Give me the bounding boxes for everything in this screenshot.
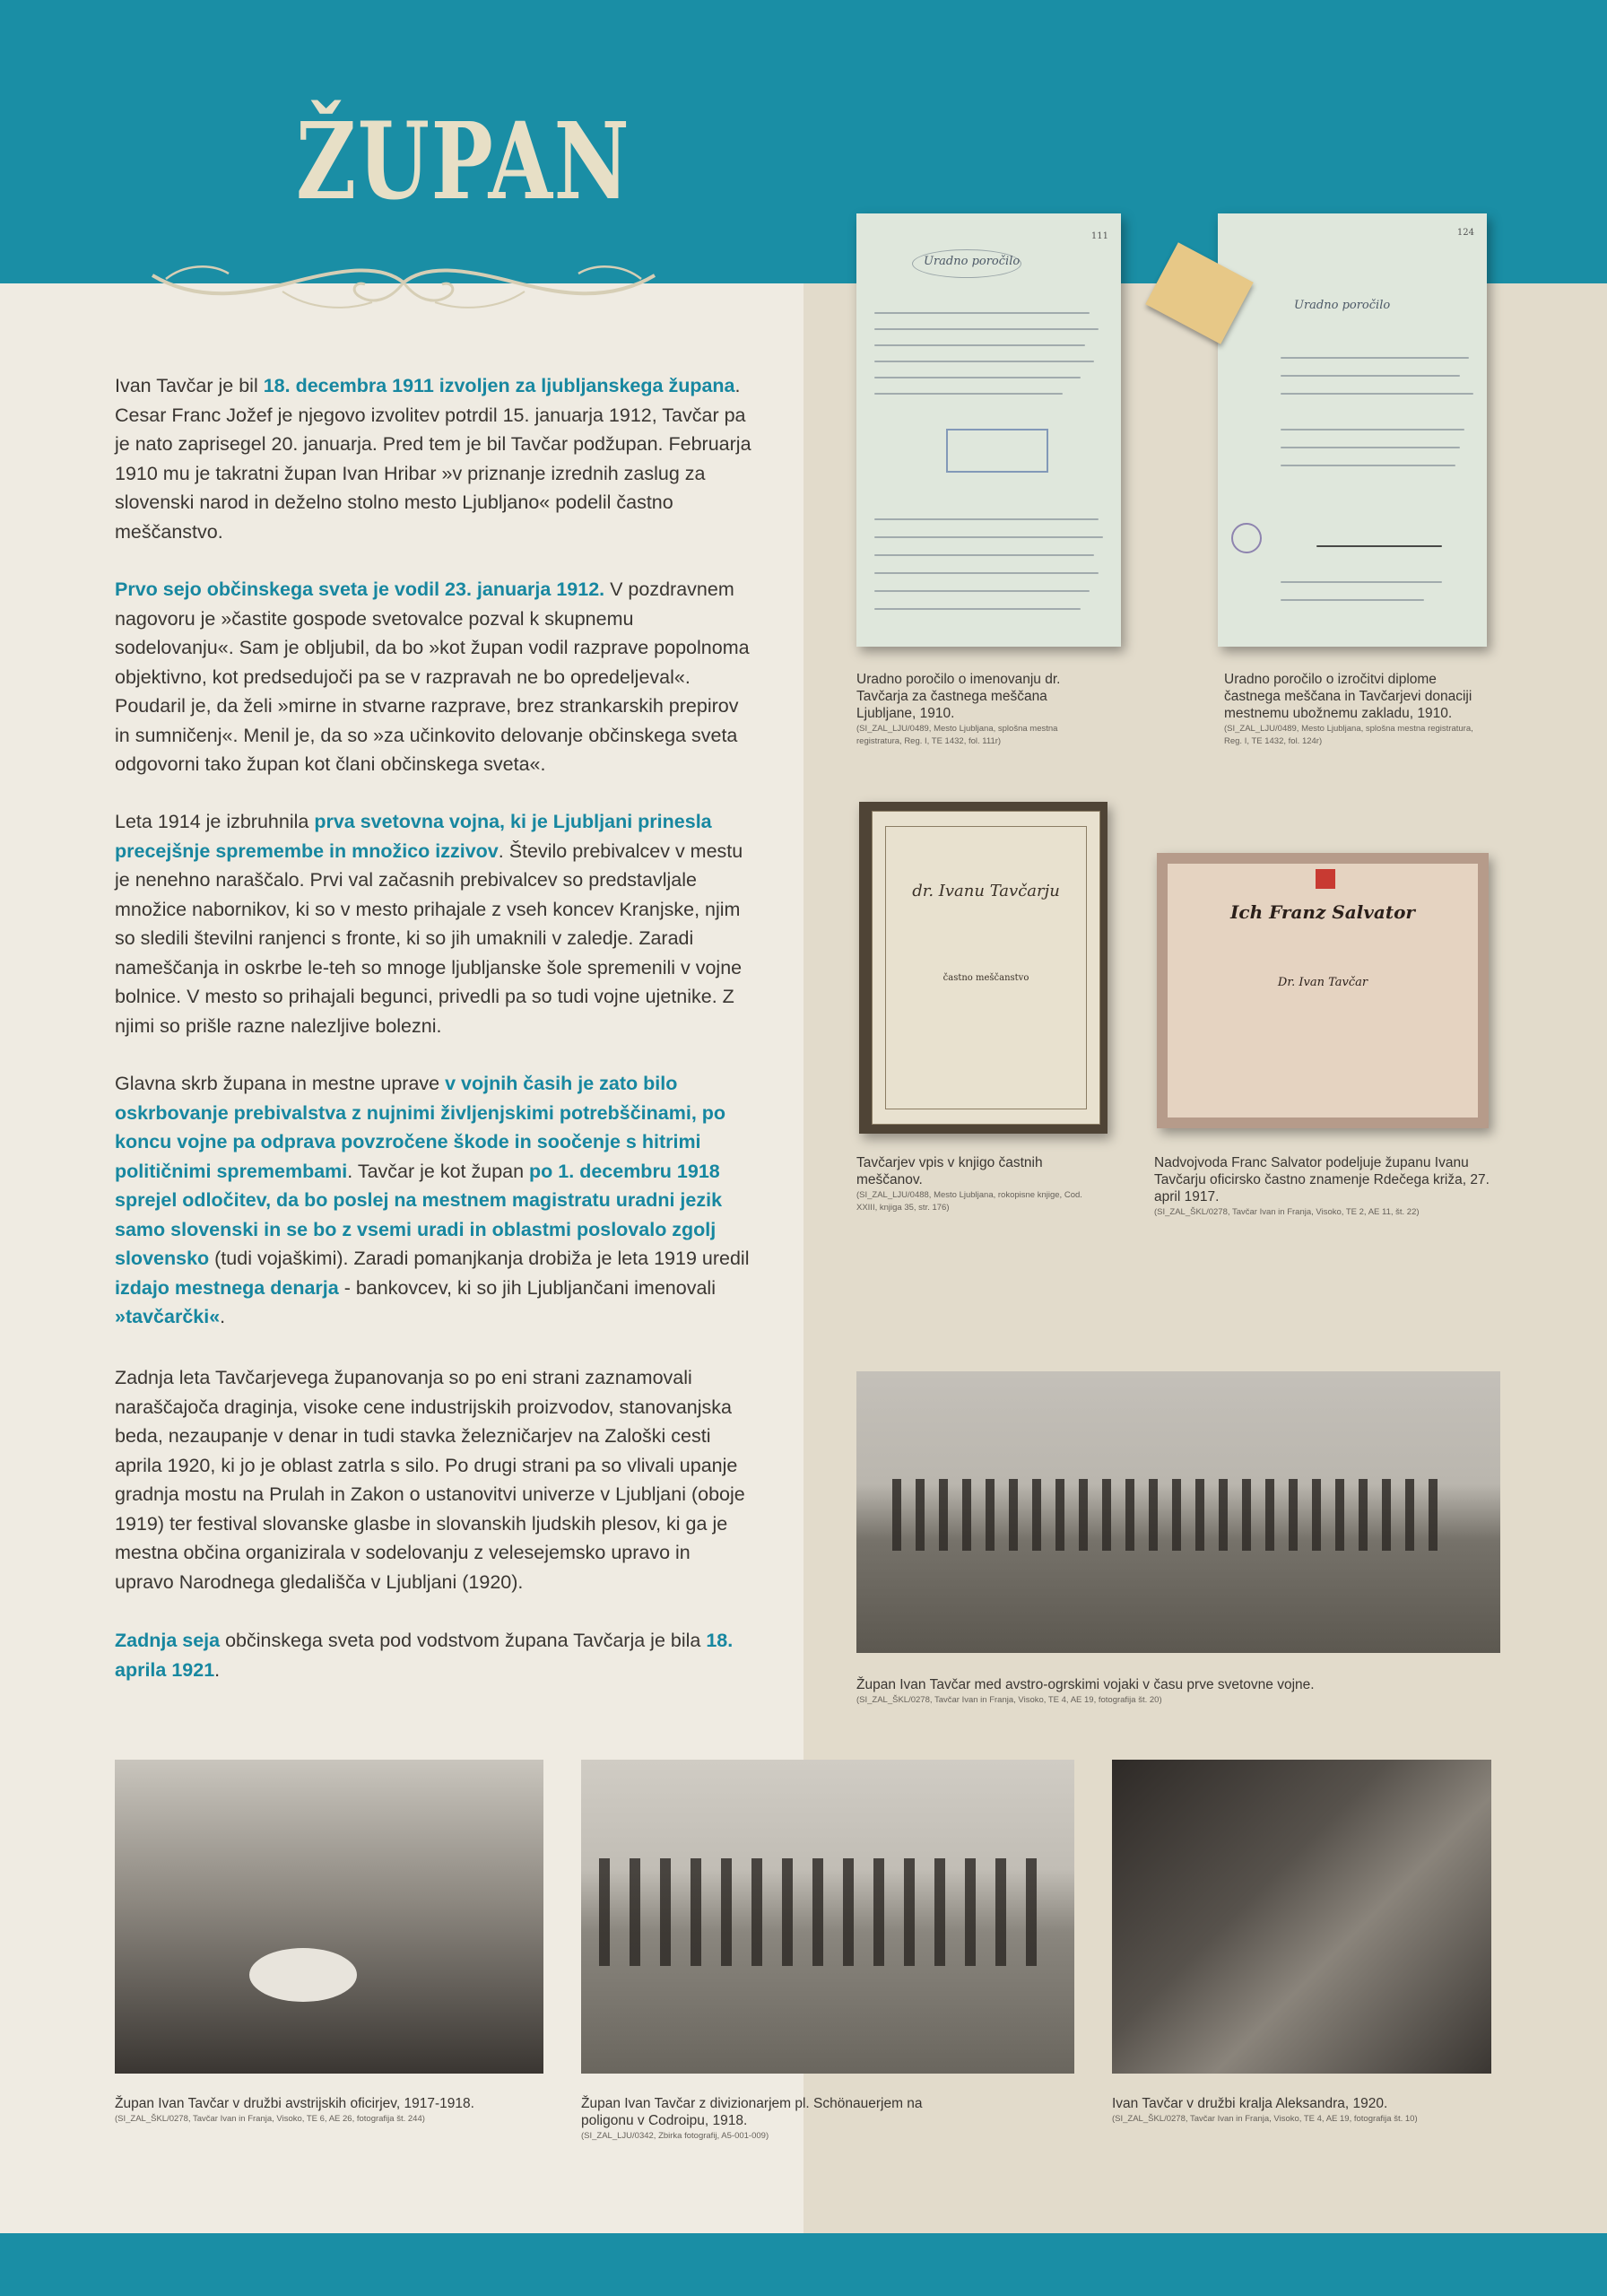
document-image-appointment xyxy=(856,213,1121,647)
photo-soldiers-field xyxy=(856,1371,1500,1653)
caption-diploma-handover: Uradno poročilo o izročitvi diplome častnega meščana in Tavčarjevi donaciji mestnemu ubožnemu zakladu, 1910. (SI_ZAL_LJU/0489, Mesto Ljubljana, splošna mestna registratura, Reg. I, TE 1432, fol. 124r) xyxy=(1224,672,1473,746)
table-shape xyxy=(249,1948,357,2002)
handwriting-line xyxy=(1281,393,1473,395)
caption-general: Župan Ivan Tavčar z divizionarjem pl. Schönauerjem na poligonu v Codroipu, 1918. (SI_ZAL_LJU/0342, Zbirka fotografij, A5-001-009) xyxy=(581,2096,923,2141)
red-cross-emblem xyxy=(1316,869,1335,889)
handwriting-line xyxy=(874,590,1090,592)
page-frame xyxy=(885,826,1087,1109)
document-heading: Uradno poročilo xyxy=(1294,299,1391,312)
handwriting-line xyxy=(874,377,1081,378)
caption-book: Tavčarjev vpis v knjigo častnih meščanov. (SI_ZAL_LJU/0488, Mesto Ljubljana, rokopisne knjige, Cod. XXIII, knjiga 35, str. 176) xyxy=(856,1155,1082,1213)
handwriting-line xyxy=(874,393,1063,395)
document-heading: Uradno poročilo xyxy=(924,255,1021,268)
caption-diploma: Nadvojvoda Franc Salvator podeljuje županu Ivanu Tavčarju oficirsko častno znamenje Rdečega križa, 27. april 1917. (SI_ZAL_ŠKL/0278, Tavčar Ivan in Franja, Visoko, TE 2, AE 11, št. 22) xyxy=(1154,1155,1490,1217)
handwriting-line xyxy=(874,312,1090,314)
photo-general xyxy=(581,1760,1074,2074)
diploma-title: Ich Franz Salvator xyxy=(1230,901,1415,923)
document-image-diploma-handover xyxy=(1218,213,1487,647)
highlight-language: po 1. decembru 1918 sprejel odločitev, da bo poslej na mestnem magistratu uradni jezik samo slovenski in se bo z vsemi uradi in oblastmi poslovalo zgolj slovensko xyxy=(115,1160,723,1269)
handwriting-line xyxy=(874,361,1094,362)
handwriting-line xyxy=(874,344,1085,346)
caption-king: Ivan Tavčar v družbi kralja Aleksandra, 1920. (SI_ZAL_ŠKL/0278, Tavčar Ivan in Franja, Visoko, TE 4, AE 19, fotografija št. 10) xyxy=(1112,2096,1418,2124)
footer-band xyxy=(0,2233,1607,2296)
highlight-tavcarcki: »tavčarčki« xyxy=(115,1306,221,1327)
highlight-election: 18. decembra 1911 izvoljen za ljubljanskega župana xyxy=(263,375,735,396)
highlight-care: v vojnih časih je zato bilo oskrbovanje prebivalstva z nujnimi življenjskimi potrebščinami, po koncu vojne pa odprava povzročene škode in soočenje s hitrimi političnimi spremembami xyxy=(115,1073,726,1182)
highlight-money: izdajo mestnega denarja xyxy=(115,1276,339,1299)
caption-appointment: Uradno poročilo o imenovanju dr. Tavčarja za častnega meščana Ljubljane, 1910. (SI_ZAL_LJU/0489, Mesto Ljubljana, splošna mestna registratura, Reg. I, TE 1432, fol. 111r) xyxy=(856,672,1061,746)
highlight-war: prva svetovna vojna, ki je Ljubljani prinesla precejšnje spremembe in množico izzivov xyxy=(115,811,712,862)
paragraph-last-session: Zadnja seja občinskega sveta pod vodstvom župana Tavčarja je bila 18. aprila 1921. xyxy=(115,1630,734,1681)
caption-officers: Župan Ivan Tavčar v družbi avstrijskih oficirjev, 1917-1918. (SI_ZAL_ŠKL/0278, Tavčar Ivan in Franja, Visoko, TE 6, AE 26, fotografija št. 244) xyxy=(115,2096,474,2124)
handwriting-line xyxy=(1281,465,1455,466)
highlight-last-date: 18. aprila 1921 xyxy=(115,1630,734,1681)
highlight-first-session: Prvo sejo občinskega sveta je vodil 23. januarja 1912. xyxy=(115,578,605,600)
handwriting-line xyxy=(1281,357,1469,359)
handwriting-line xyxy=(1281,447,1460,448)
handwriting-line xyxy=(1281,375,1460,377)
folio-number: 124 xyxy=(1456,228,1474,238)
book-subtitle: častno meščanstvo xyxy=(942,973,1029,983)
diploma-paper xyxy=(1168,864,1478,1118)
handwriting-line xyxy=(874,572,1099,574)
ornament-flourish xyxy=(148,256,659,318)
paragraph-care: Glavna skrb župana in mestne uprave v vojnih časih je zato bilo oskrbovanje prebivalstva z nujnimi življenjskimi potrebščinami, po koncu vojne pa odprava povzročene škode in soočenje s hitrimi političnimi spremembami. Tavčar je kot župan po 1. decembru 1918 sprejel odločitev, da bo poslej na mestnem magistratu uradni jezik samo slovenski in se bo z vsemi uradi in oblastmi poslovalo zgolj slovensko (tudi vojaškimi). Zaradi pomanjkanja drobiža je leta 1919 uredil izdajo mestnega denarja - bankovcev, ki so jih Ljubljančani imenovali »tavčarčki«. xyxy=(115,1073,750,1327)
handwriting-line xyxy=(874,536,1103,538)
paragraph-first-session: Prvo sejo občinskega sveta je vodil 23. januarja 1912. V pozdravnem nagovoru je »častite gospode svetovalce pozval k skupnemu sodelovanju«. Sam je obljubil, da bo »kot župan vodil razprave popolnoma objektivno, kot predsedujoči pa se v razpravah ne bo opredeljeval«. Poudaril je, da želi »mirne in stvarne razprave, brez strankarskih prepirov in sumničenj«. Menil je, da so »za učinkovito delovanje občinskega sveta odgovorni tako župan kot člani občinskega sveta«. xyxy=(115,578,750,775)
red-cross-diploma-image xyxy=(1157,853,1489,1128)
handwriting-line xyxy=(1281,429,1464,430)
book-name: dr. Ivanu Tavčarju xyxy=(912,882,1060,900)
paragraph-last-years: Zadnja leta Tavčarjevega županovanja so po eni strani zaznamovali naraščajoča draginja, visoke cene industrijskih proizvodov, stanovanjska beda, nezaupanje v denar in tudi stavka železničarjev na Zaloški cesti aprila 1920, ki jo je oblast zatrla s silo. Po drugi strani pa so vlivali upanje gradnja mostu na Prulah in Zakon o ustanovitvi univerze v Ljubljani (oboje 1919) ter festival slovanske glasbe in slovanskih ljudskih plesov, ki ga je mestna občina organizirala v sodelovanju z velesejemsko upravo in upravo Narodnega gledališča v Ljubljani (1920). xyxy=(115,1367,745,1593)
soldiers-silhouettes xyxy=(892,1479,1448,1551)
stamp-mark xyxy=(946,429,1048,473)
signature-line xyxy=(1316,545,1442,547)
honorary-citizens-book-image xyxy=(859,802,1108,1134)
handwriting-line xyxy=(1281,581,1442,583)
paragraph-election: Ivan Tavčar je bil 18. decembra 1911 izvoljen za ljubljanskega župana. Cesar Franc Jožef je njegovo izvolitev potrdil 15. januarja 1912, Tavčar pa je nato zaprisegel 20. januarja. Pred tem je bil Tavčar podžupan. Februarja 1910 mu je takratni župan Ivan Hribar »v priznanje izrednih zaslug za slovenski narod in deželno stolno mesto Ljubljano« podelil častno meščanstvo. xyxy=(115,375,751,543)
book-page xyxy=(872,811,1100,1125)
diploma-recipient: Dr. Ivan Tavčar xyxy=(1277,976,1368,989)
page-title: ŽUPAN xyxy=(296,99,631,223)
handwriting-line xyxy=(1281,599,1424,601)
photo-king xyxy=(1112,1760,1491,2074)
folio-number: 111 xyxy=(1090,231,1108,241)
soldiers-silhouettes xyxy=(599,1858,1056,1966)
handwriting-line xyxy=(874,608,1081,610)
stamp-mark xyxy=(1231,523,1262,553)
handwriting-line xyxy=(874,554,1094,556)
paragraph-war: Leta 1914 je izbruhnila prva svetovna vojna, ki je Ljubljani prinesla precejšnje spremembe in množico izzivov. Število prebivalcev v mestu je nenehno naraščalo. Prvi val začasnih prebivalcev so predstavljale množice nabornikov, ki so v mesto prihajale z vseh koncev Kranjske, njim so sledili številni ranjenci s fronte, ki so jih umaknili v zaledje. Zaradi nameščanja in oskrbe le-teh so mnoge ljubljanske šole spremenili v vojne bolnice. V mesto so prihajali begunci, privedli pa so tudi vojne ujetnike. Z njimi so prišle razne nalezljive bolezni. xyxy=(115,811,743,1037)
handwriting-line xyxy=(874,328,1099,330)
photo-officers xyxy=(115,1760,543,2074)
handwriting-line xyxy=(874,518,1099,520)
highlight-last-session: Zadnja seja xyxy=(115,1630,221,1651)
caption-field: Župan Ivan Tavčar med avstro-ogrskimi vojaki v času prve svetovne vojne. (SI_ZAL_ŠKL/0278, Tavčar Ivan in Franja, Visoko, TE 4, AE 19, fotografija št. 20) xyxy=(856,1677,1315,1705)
